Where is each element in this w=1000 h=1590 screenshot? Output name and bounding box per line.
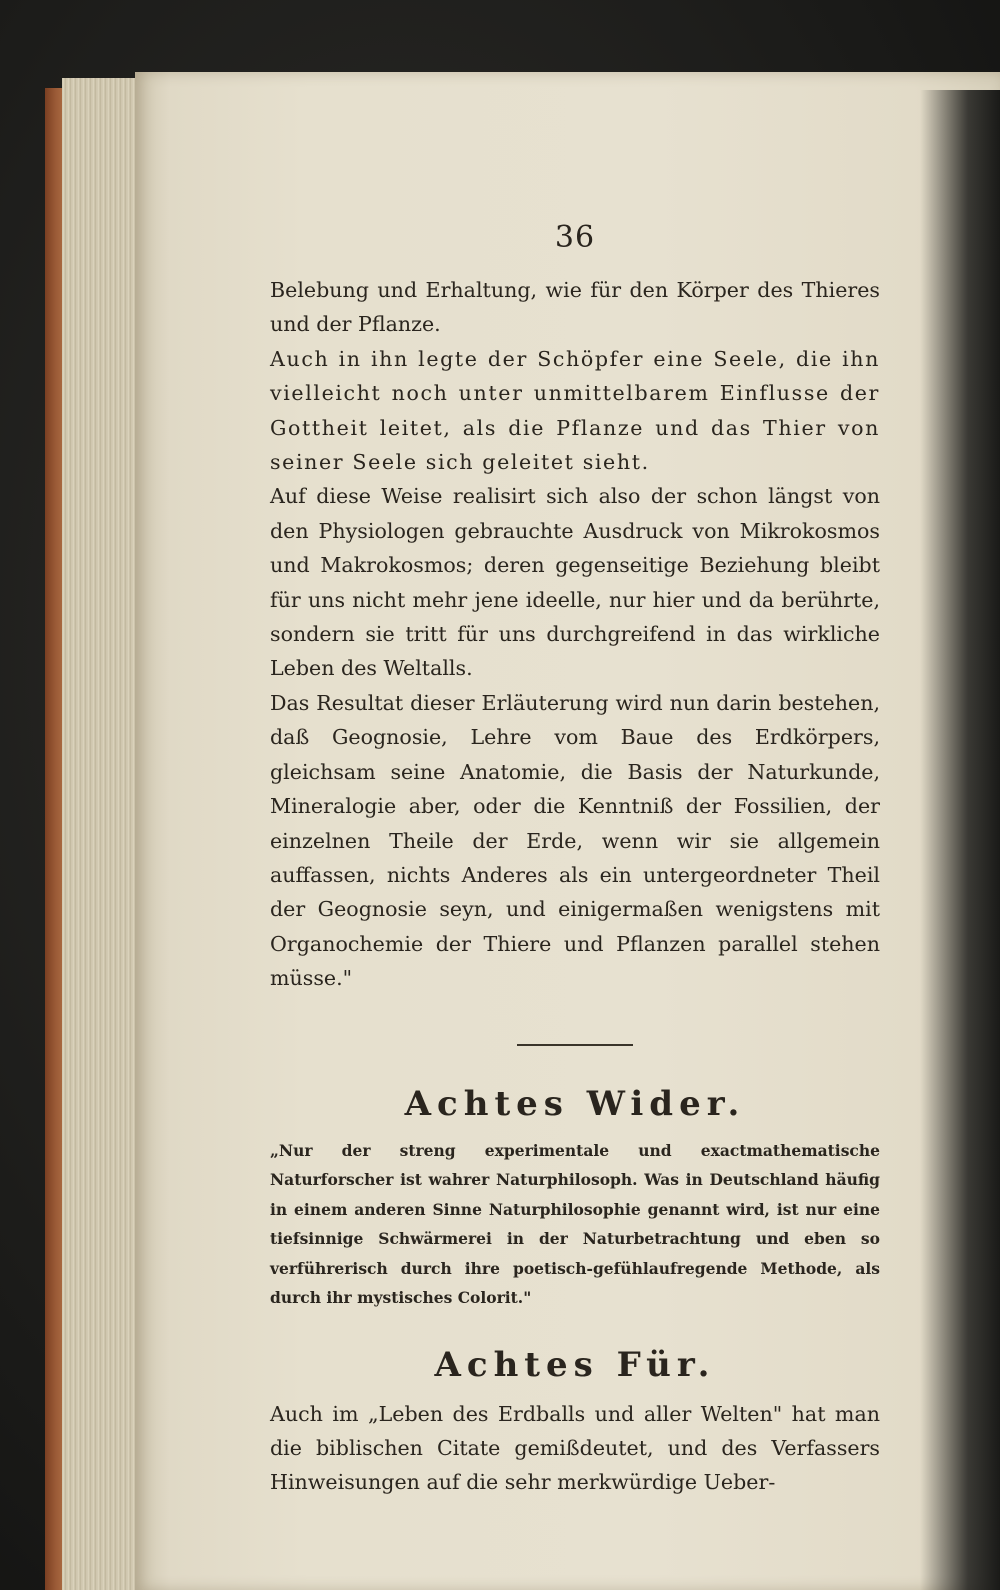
paragraph-4: Das Resultat dieser Erläuterung wird nun darin bestehen, daß Geognosie, Lehre vom Baue des Erdkörpers, gleichsam seine Anatomie, die Basis der Naturkunde, Mineralogie aber, oder die Kenntniß der Fossilien, der einzelnen Theile der Erde, wenn wir sie allgemein auffassen, nichts Anderes als ein untergeordneter Theil der Geognosie seyn, und einigermaßen wenigstens mit Organochemie der Thiere und Pflanzen parallel stehen müsse." <box>270 690 880 991</box>
section-text-fuer: Auch im „Leben des Erdballs und aller Welten" hat man die biblischen Citate gemißdeutet, und des Verfassers Hinweisungen auf die sehr merkwürdige Ueber- <box>270 1401 880 1495</box>
section-quote-wider: „Nur der streng experimentale und exactmathematische Naturforscher ist wahrer Naturphilosoph. Was in Deutschland häufig in einem anderen Sinne Naturphilosophie genannt wird, ist nur eine tiefsinnige Schwärmerei in der Naturbetrachtung und eben so verführerisch durch ihre poetisch-gefühlaufregende Methode, als durch ihr mystisches Colorit." <box>270 1140 880 1308</box>
paragraph-2: Auch in ihn legte der Schöpfer eine Seele, die ihn vielleicht noch unter unmittelbarem Einflusse der Gottheit leitet, als die Pflanze und das Thier von seiner Seele sich geleitet sieht. <box>270 346 880 475</box>
section-heading-wider: Achtes Wider. <box>404 1083 746 1124</box>
page-shadow <box>920 90 1000 1590</box>
paragraph-3: Auf diese Weise realisirt sich also der schon längst von den Physiologen gebrauchte Ausdruck von Mikrokosmos und Makrokosmos; deren gegenseitige Beziehung bleibt für uns nicht mehr jene ideelle, nur hier und da berührte, sondern sie tritt für uns durchgreifend in das wirkliche Leben des Weltalls. <box>270 484 880 681</box>
section-heading-fuer: Achtes Für. <box>434 1344 716 1385</box>
page-number: 36 <box>554 220 596 255</box>
section-divider <box>517 1044 633 1046</box>
paragraph-1: Belebung und Erhaltung, wie für den Körper des Thieres und der Pflanze. <box>270 278 880 337</box>
page-text <box>270 220 880 1500</box>
